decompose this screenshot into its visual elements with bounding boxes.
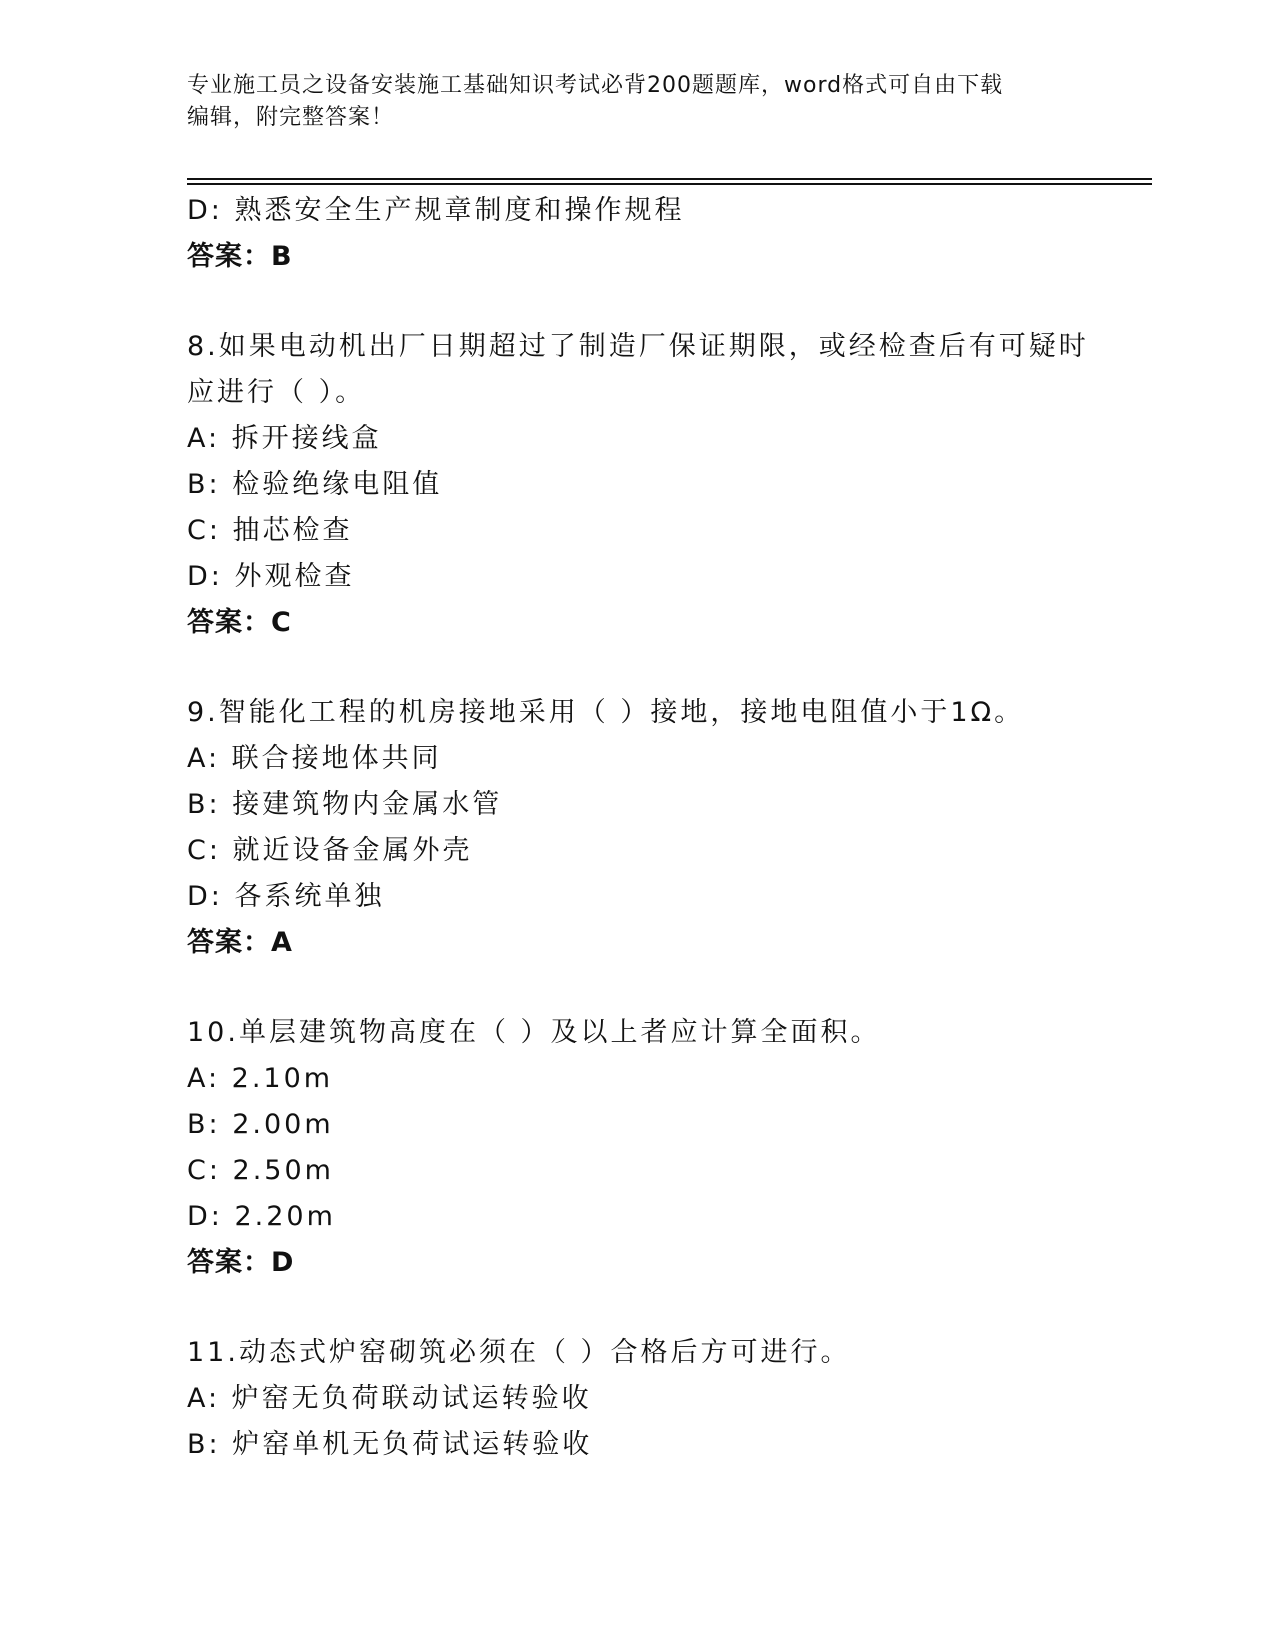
option-a: A: 2.10m	[187, 1063, 334, 1094]
option-d: D: 各系统单独	[187, 881, 385, 912]
question-11	[187, 1330, 1087, 1468]
option-c: C: 2.50m	[187, 1155, 334, 1186]
header-divider-top	[187, 178, 1152, 180]
option-d: D: 外观检查	[187, 561, 355, 592]
question-stem: 10.单层建筑物高度在（ ）及以上者应计算全面积。	[187, 1017, 881, 1048]
document-header	[187, 70, 1067, 134]
question-stem: 8.如果电动机出厂日期超过了制造厂保证期限，或经检查后有可疑时	[187, 331, 1089, 362]
answer: 答案：B	[187, 241, 293, 272]
question-8	[187, 324, 1087, 646]
option-b: B: 炉窑单机无负荷试运转验收	[187, 1429, 593, 1460]
question-stem: 11.动态式炉窑砌筑必须在（ ）合格后方可进行。	[187, 1337, 851, 1368]
header-title-line1: 专业施工员之设备安装施工基础知识考试必背200题题库，word格式可自由下载	[187, 73, 1004, 98]
option-a: A: 拆开接线盒	[187, 423, 382, 454]
option-b: B: 2.00m	[187, 1109, 334, 1140]
answer: 答案：A	[187, 927, 293, 958]
option-b: B: 检验绝缘电阻值	[187, 469, 443, 500]
answer: 答案：D	[187, 1247, 295, 1278]
option-d: D: 熟悉安全生产规章制度和操作规程	[187, 195, 685, 226]
question-10	[187, 1010, 1087, 1286]
header-divider-bottom	[187, 183, 1152, 185]
question-stem-continued: 应进行（ ）。	[187, 377, 366, 408]
question-7-tail	[187, 188, 1087, 280]
document-body	[187, 188, 1087, 1468]
option-c: C: 就近设备金属外壳	[187, 835, 473, 866]
answer: 答案：C	[187, 607, 292, 638]
option-a: A: 炉窑无负荷联动试运转验收	[187, 1383, 592, 1414]
option-a: A: 联合接地体共同	[187, 743, 442, 774]
option-c: C: 抽芯检查	[187, 515, 353, 546]
header-title-line2: 编辑，附完整答案！	[187, 105, 395, 130]
option-d: D: 2.20m	[187, 1201, 336, 1232]
question-stem: 9.智能化工程的机房接地采用（ ）接地，接地电阻值小于1Ω。	[187, 697, 1025, 728]
question-9	[187, 690, 1087, 966]
option-b: B: 接建筑物内金属水管	[187, 789, 503, 820]
